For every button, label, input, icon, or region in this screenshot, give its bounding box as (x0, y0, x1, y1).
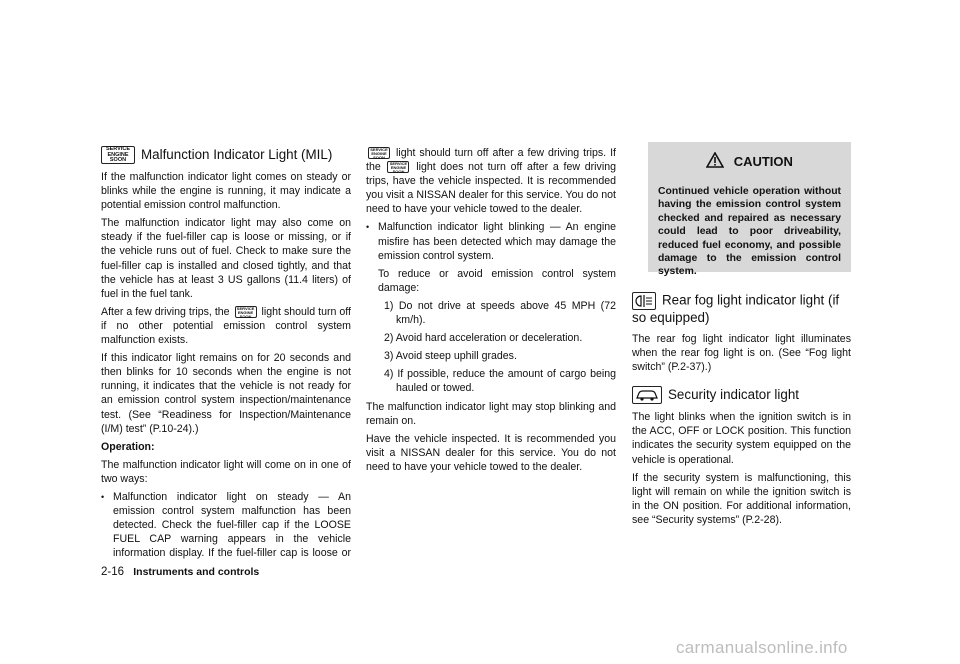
page-footer (101, 566, 259, 578)
column-middle (366, 146, 616, 478)
watermark: carmanualsonline.info (676, 638, 848, 657)
operation-intro: The malfunction indicator light will come on in one of two ways: (101, 458, 351, 485)
caution-box (648, 142, 851, 278)
avoid-intro: To reduce or avoid emission control system damage: (378, 267, 616, 294)
step-3: 3) Avoid steep uphill grades. (384, 350, 517, 363)
service-engine-soon-icon: SERVICE ENGINE SOON (101, 146, 135, 164)
mil-paragraph-1: If the malfunction indicator light comes on steady or blinks while the engine is running, it may indicate a potential emission control malfunction. (101, 171, 351, 212)
service-engine-soon-icon: SERVICE ENGINE SOON (387, 161, 409, 173)
service-engine-soon-icon: SERVICE ENGINE SOON (235, 306, 257, 318)
mil-paragraph-5: The malfunction indicator light may stop blinking and remain on. (366, 400, 616, 427)
section-name: Instruments and controls (133, 566, 260, 578)
step-4: 4) If possible, reduce the amount of cargo being hauled or towed. (384, 368, 616, 395)
caution-text: Continued vehicle operation without having the emission control system checked and repaired as necessary could lead to poor driveability, reduced fuel economy, and possible damage to the emission control system. (658, 186, 841, 278)
warning-triangle-icon (706, 152, 724, 168)
security-car-icon (632, 386, 662, 404)
mil-paragraph-3: After a few driving trips, the SERVICE ENGINE SOON light should turn off if no other potential emission control system malfunction exists. (101, 305, 351, 347)
bullet-steady-continued: SERVICE ENGINE SOON light should turn off after a few driving trips. If the SERVICE ENGINE SOON light does not turn off after a few driving trips, have the vehicle inspected. It is recommended you visit a NISSAN dealer for this service. You do not need to have your vehicle towed to the dealer. (366, 147, 617, 216)
caution-heading: CAUTION (648, 152, 851, 169)
fog-title: Rear fog light indicator light (if so equipped) (632, 292, 840, 325)
fog-text: The rear fog light indicator light illuminates when the rear fog light is on. (See “Fog light switch” (P.2-37).) (632, 333, 851, 374)
bullet-steady-part-a: • Malfunction indicator light on steady — An emission control system malfunction has been detected. Check the fuel-filler cap if the LOOSE FUEL CAP warning appears in the vehicle information display. If the fuel-filler cap is loose or (101, 490, 351, 560)
step-1: 1) Do not drive at speeds above 45 MPH (72 km/h). (384, 299, 616, 327)
mil-paragraph-6: Have the vehicle inspected. It is recommended you visit a NISSAN dealer for this service. You do not need to have your vehicle towed to the dealer. (366, 432, 616, 473)
mil-title: Malfunction Indicator Light (MIL) (141, 147, 333, 162)
rear-fog-icon (632, 292, 656, 310)
security-title: Security indicator light (668, 387, 799, 403)
column-right (632, 292, 851, 531)
mil-heading (101, 146, 351, 164)
page-number: 2-16 (101, 566, 125, 578)
bullet-blinking: • Malfunction indicator light blinking — An engine misfire has been detected which may damage the emission control system. (366, 220, 616, 262)
mil-paragraph-4: If this indicator light remains on for 20 seconds and then blinks for 10 seconds when the engine is not running, it indicates that the vehicle is not ready for an emission control system inspection/maintenance test. (See “Readiness for Inspection/Maintenance (I/M) test” (P.10-24).) (101, 352, 351, 435)
security-paragraph-1: The light blinks when the ignition switch is in the ACC, OFF or LOCK position. This function indicates the security system equipped on the vehicle is operational. (632, 411, 851, 466)
step-2: 2) Avoid hard acceleration or deceleration. (384, 332, 583, 345)
service-engine-soon-icon: SERVICE ENGINE SOON (368, 147, 390, 159)
mil-paragraph-2: The malfunction indicator light may also come on steady if the fuel-filler cap is loose or missing, or if the vehicle runs out of fuel. Check to make sure the fuel-filler cap is installed and closed tightly, and that the vehicle has at least 3 US gallons (11.4 liters) of fuel in the fuel tank. (101, 217, 351, 300)
operation-label: Operation: (101, 440, 155, 453)
fog-heading (632, 292, 851, 326)
security-paragraph-2: If the security system is malfunctioning, this light will remain on while the ignition switch is in the ON position. For additional information, see “Security systems” (P.2-28). (632, 471, 851, 526)
column-left (101, 146, 351, 564)
security-heading (632, 386, 851, 404)
